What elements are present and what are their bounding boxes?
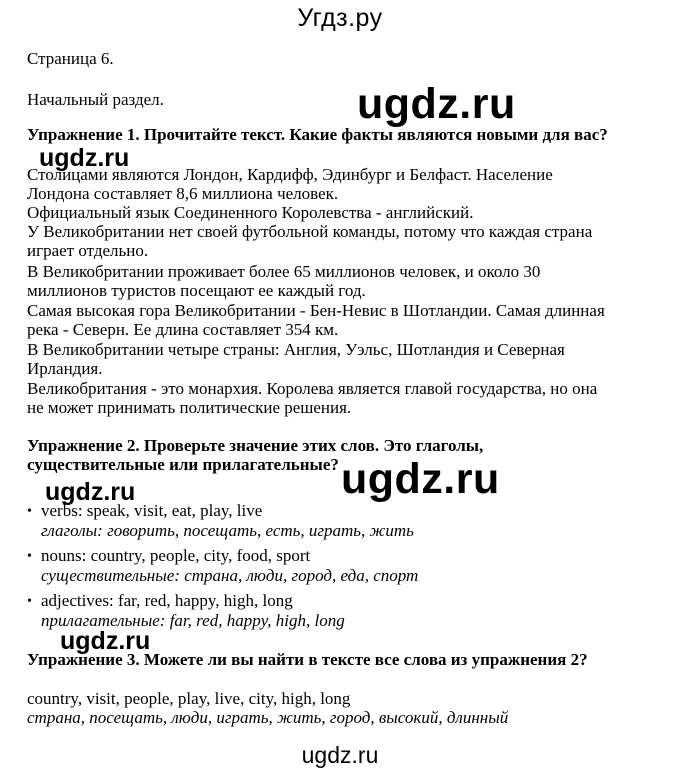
exercise1-line: В Великобритании четыре страны: Англия, Уэльс, Шотландия и Северная xyxy=(27,340,565,359)
bullet-icon: • xyxy=(27,549,32,564)
exercise3-title: Упражнение 3. Можете ли вы найти в тексте все слова из упражнения 2? xyxy=(27,650,588,669)
page-label: Страница 6. xyxy=(27,49,114,68)
bullet-icon: • xyxy=(27,594,32,609)
exercise2-item-russian: существительные: страна, люди, город, еда, спорт xyxy=(41,566,419,585)
exercise3-russian: страна, посещать, люди, играть, жить, город, высокий, длинный xyxy=(27,708,509,727)
watermark-small: ugdz.ru xyxy=(39,144,130,172)
exercise1-line: река - Северн. Ее длина составляет 354 км. xyxy=(27,320,339,339)
exercise1-line: В Великобритании проживает более 65 миллионов человек, и около 30 xyxy=(27,262,541,281)
exercise2-item-english: adjectives: far, red, happy, high, long xyxy=(41,591,293,610)
watermark-small: ugdz.ru xyxy=(45,478,136,506)
exercise2-title: существительные или прилагательные? xyxy=(27,455,339,474)
exercise1-line: миллионов туристов посещают ее каждый год. xyxy=(27,281,366,300)
watermark-large: ugdz.ru xyxy=(341,455,500,503)
exercise1-line: Самая высокая гора Великобритании - Бен-Невис в Шотландии. Самая длинная xyxy=(27,301,605,320)
site-title[interactable]: Угдз.ру xyxy=(297,4,383,32)
watermark-small: ugdz.ru xyxy=(60,627,151,655)
exercise2-title: Упражнение 2. Проверьте значение этих слов. Это глаголы, xyxy=(27,436,484,455)
exercise2-item-english: verbs: speak, visit, eat, play, live xyxy=(41,501,263,520)
exercise1-line: Официальный язык Соединенного Королевства - английский. xyxy=(27,203,474,222)
bullet-icon: • xyxy=(27,504,32,519)
exercise1-line: Лондона составляет 8,6 миллиона человек. xyxy=(27,184,339,203)
exercise3-english: country, visit, people, play, live, city, high, long xyxy=(27,689,351,708)
exercise1-line: Ирландия. xyxy=(27,359,103,378)
exercise1-title: Упражнение 1. Прочитайте текст. Какие факты являются новыми для вас? xyxy=(27,125,608,144)
section-label: Начальный раздел. xyxy=(27,90,164,109)
watermark-large: ugdz.ru xyxy=(357,80,516,128)
exercise1-line: не может принимать политические решения. xyxy=(27,398,352,417)
exercise1-line: Великобритания - это монархия. Королева является главой государства, но она xyxy=(27,379,598,398)
watermark-bottom[interactable]: ugdz.ru xyxy=(301,742,379,768)
exercise2-item-russian: глаголы: говорить, посещать, есть, играть, жить xyxy=(41,521,414,540)
exercise2-item-english: nouns: country, people, city, food, sport xyxy=(41,546,311,565)
exercise1-line: Столицами являются Лондон, Кардифф, Эдинбург и Белфаст. Население xyxy=(27,165,553,184)
exercise2-item-russian: прилагательные: far, red, happy, high, long xyxy=(41,611,345,630)
exercise1-line: У Великобритании нет своей футбольной команды, потому что каждая страна xyxy=(27,222,593,241)
exercise1-line: играет отдельно. xyxy=(27,241,149,260)
